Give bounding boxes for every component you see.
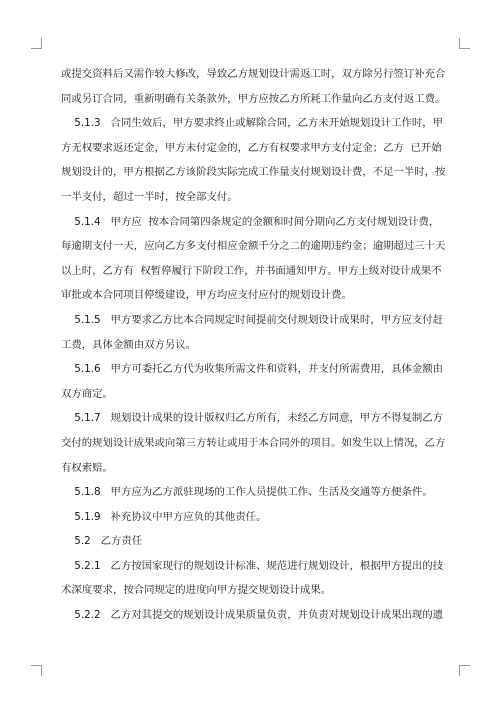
text-line: 双方商定。 xyxy=(61,387,113,400)
text-line: 以上时，乙方有 权暂停履行下阶段工作，并书面通知甲方。甲方上级对设计成果不 xyxy=(61,264,442,277)
section-heading: 5.2 乙方责任 xyxy=(61,535,143,548)
text-line: 交付的规划设计成果或向第三方转让或用于本合同外的项目。如发生以上情况，乙方 xyxy=(61,436,446,449)
crop-mark-top-right xyxy=(459,38,470,49)
text-line: 5.1.7 规划设计成果的设计版权归乙方所有，未经乙方同意，甲方不得复制乙方 xyxy=(61,412,444,425)
text-line: 5.2.2 乙方对其提交的规划设计成果质量负责，并负责对规划设计成果出现的遗 xyxy=(61,609,444,622)
text-line: 或提交资料后又需作较大修改，导致乙方规划设计需返工时，双方除另行签订补充合 xyxy=(61,68,446,80)
text-line: 方无权要求返还定金，甲方未付定金的，乙方有权要求甲方支付定金；乙方 已开始 xyxy=(61,141,442,154)
text-line: 有权索赔。 xyxy=(61,461,113,474)
text-line: 规划设计的，甲方根据乙方该阶段实际完成工作量支付规划设计费，不足一半时，按 xyxy=(61,166,446,179)
text-line: 审批或本合同项目停缓建设，甲方均应支付应付的规划设计费。 xyxy=(61,289,352,302)
text-line: 同或另订合同，重新明确有关条款外，甲方应按乙方所耗工作量向乙方支付返工费。 xyxy=(61,92,446,105)
text-line: 每逾期支付一天，应向乙方多支付相应金额千分之二的逾期违约金；逾期超过三十天 xyxy=(61,240,446,253)
text-line: 一半支付，超过一半时，按全部支付。 xyxy=(61,190,238,203)
text-line: 工费，具体金额由双方另议。 xyxy=(61,338,197,351)
text-line: 5.1.9 补充协议中甲方应负的其他责任。 xyxy=(61,510,267,523)
text-line: 5.1.6 甲方可委托乙方代为收集所需文件和资料，并支付所需费用，具体金额由 xyxy=(61,363,444,376)
text-line: 5.1.4 甲方应 按本合同第四条规定的金额和时间分期向乙方支付规划设计费， xyxy=(61,215,440,228)
crop-mark-top-left xyxy=(31,38,42,49)
document-body xyxy=(61,62,446,628)
text-line: 5.1.5 甲方要求乙方比本合同规定时间提前交付规划设计成果时，甲方应支付赶 xyxy=(61,313,444,326)
crop-mark-bottom-right xyxy=(459,665,470,676)
text-line: 5.2.1 乙方按国家现行的规划设计标准、规范进行规划设计，根据甲方提出的技 xyxy=(61,559,444,572)
crop-mark-bottom-left xyxy=(31,665,42,676)
text-line: 术深度要求，按合同规定的进度向甲方提交规划设计成果。 xyxy=(61,584,332,597)
text-line: 5.1.3 合同生效后，甲方要求终止或解除合同，乙方未开始规划设计工作时，甲 xyxy=(61,117,444,130)
text-line: 5.1.8 甲方应为乙方派驻现场的工作人员提供工作、生活及交通等方便条件。 xyxy=(61,486,433,499)
